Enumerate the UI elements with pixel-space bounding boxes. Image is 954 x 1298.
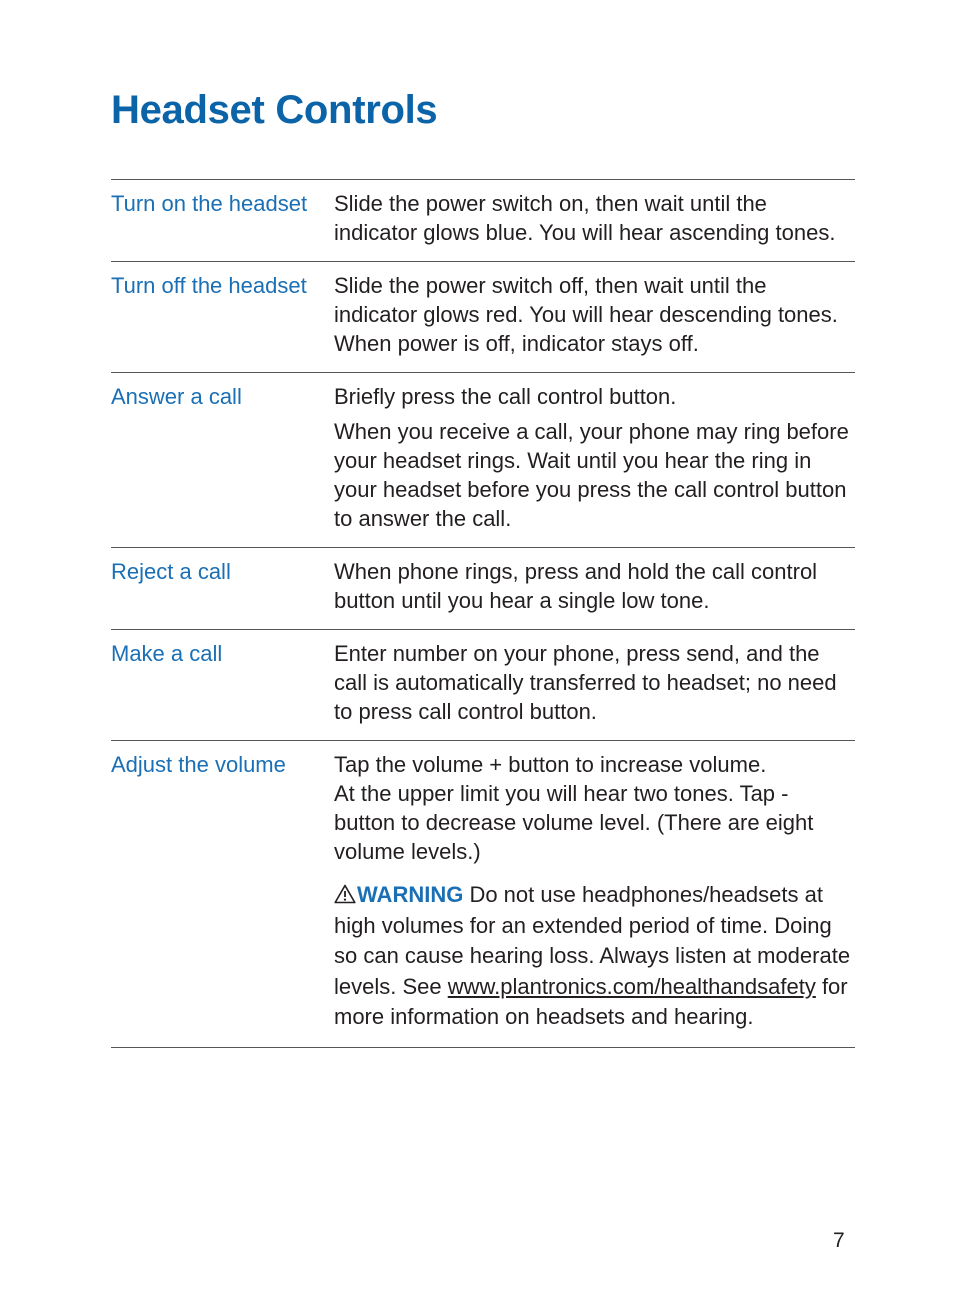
description-text: Enter number on your phone, press send, and the call is automatically transferred to headset; no need to press call control button. <box>334 641 837 724</box>
row-label: Turn off the headset <box>111 273 307 298</box>
description-text: Briefly press the call control button. <box>334 384 677 409</box>
row-make-call <box>111 630 855 741</box>
warning-triangle-icon <box>334 882 356 902</box>
warning-text: Do not use headphones/headsets at high volumes for an extended period of time. Doing so can cause hearing loss. Always listen at moderate levels. See <box>334 882 851 999</box>
warning-text-end: for more information on headsets and hearing. <box>334 973 848 1029</box>
description-text: When phone rings, press and hold the call control button until you hear a single low tone. <box>334 559 818 613</box>
warning-label: WARNING <box>357 882 464 907</box>
warning-notice <box>334 880 855 1033</box>
page-title: Headset Controls <box>111 88 438 132</box>
description-text: When you receive a call, your phone may ring before your headset rings. Wait until you hear the ring in your headset before you press the call control button to answer the call. <box>334 419 849 531</box>
row-description <box>334 639 855 726</box>
row-description <box>334 750 855 1033</box>
row-label: Reject a call <box>111 559 231 584</box>
description-text: Slide the power switch off, then wait until the indicator glows red. You will hear descending tones. When power is off, indicator stays off. <box>334 273 838 356</box>
page-number: 7 <box>833 1229 845 1252</box>
row-description <box>334 557 855 615</box>
row-adjust-volume <box>111 741 855 1048</box>
row-label: Make a call <box>111 641 223 666</box>
row-description <box>334 382 855 533</box>
row-label: Answer a call <box>111 384 242 409</box>
row-label: Turn on the headset <box>111 191 308 216</box>
description-text <box>334 750 855 866</box>
health-safety-link[interactable]: www.plantronics.com/healthandsafety <box>447 973 816 999</box>
row-turn-on <box>111 180 855 262</box>
controls-table <box>111 179 855 1048</box>
row-description <box>334 189 855 247</box>
row-turn-off <box>111 262 855 373</box>
row-label: Adjust the volume <box>111 752 286 777</box>
row-description <box>334 271 855 358</box>
description-line: Tap the volume + button to increase volume. <box>334 752 767 777</box>
row-reject-call <box>111 548 855 630</box>
description-text: Slide the power switch on, then wait until the indicator glows blue. You will hear ascending tones. <box>334 191 836 245</box>
description-line: At the upper limit you will hear two tones. Tap - button to decrease volume level. (There are eight volume levels.) <box>334 781 814 864</box>
row-answer-call <box>111 373 855 548</box>
